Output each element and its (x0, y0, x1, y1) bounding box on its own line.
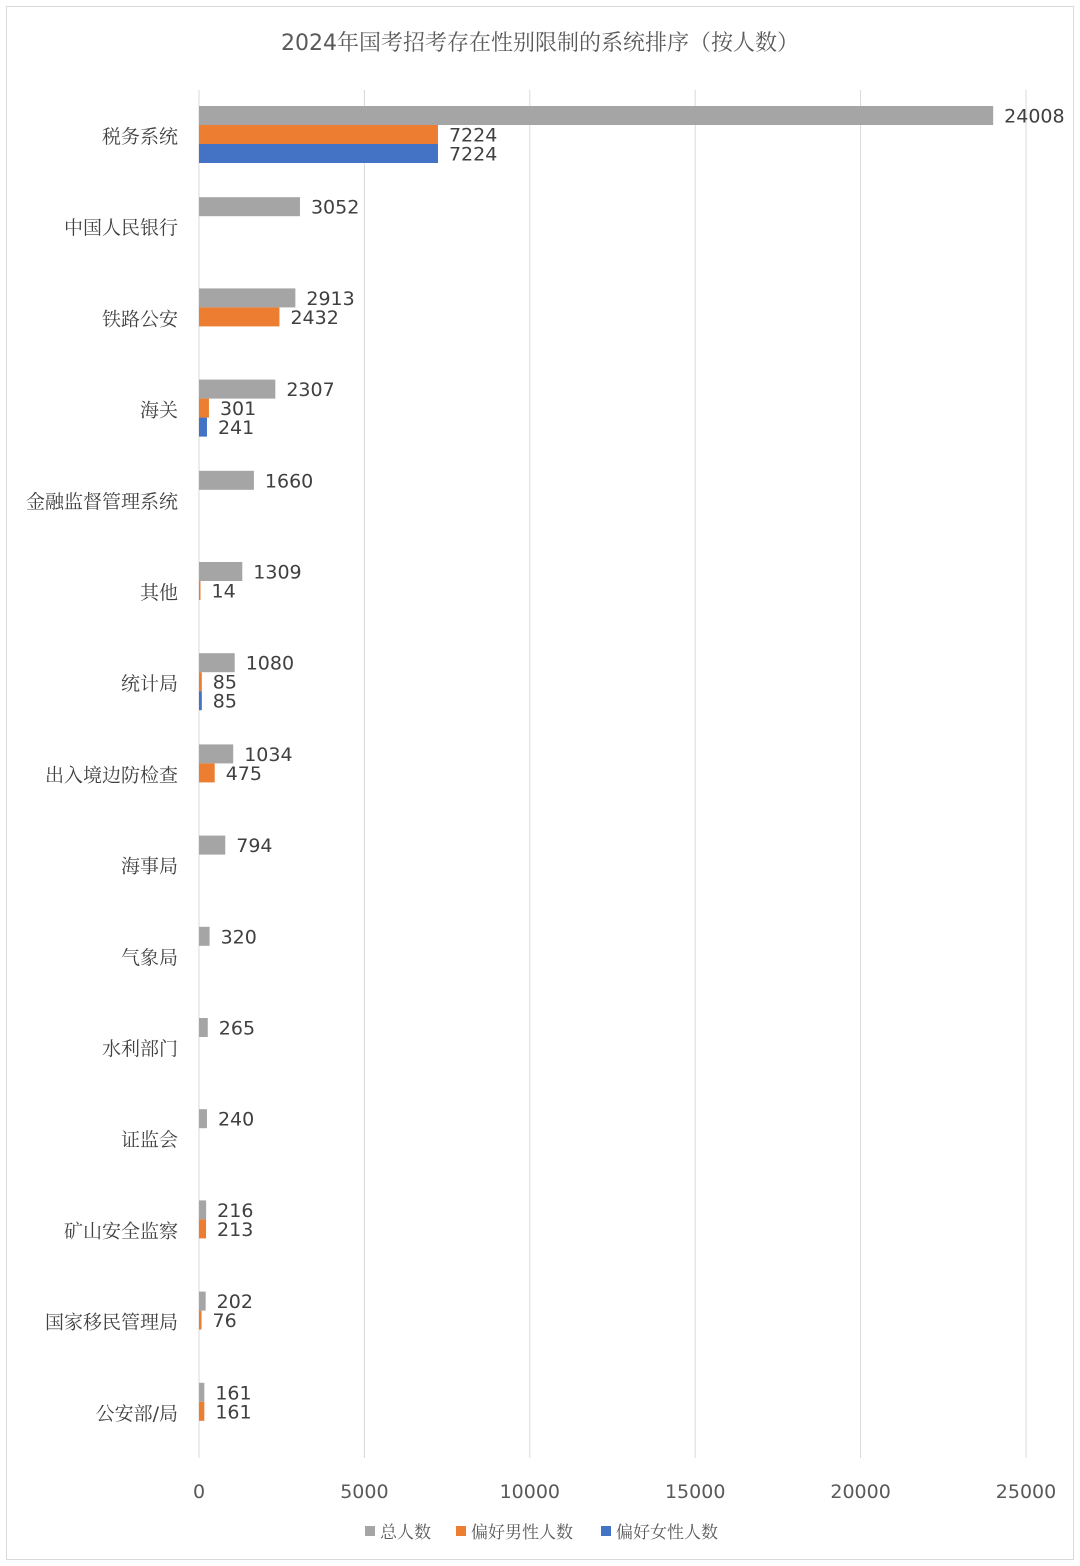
bar (199, 418, 207, 437)
category-label: 其他 (139, 582, 178, 604)
value-label: 85 (212, 671, 237, 694)
category-label: 公安部/局 (95, 1402, 178, 1425)
bar (199, 763, 215, 782)
bar (199, 1109, 207, 1128)
value-label: 1034 (244, 743, 293, 766)
value-label: 475 (225, 762, 262, 785)
bar (199, 744, 233, 763)
x-tick-label: 5000 (340, 1481, 389, 1503)
category-label: 统计局 (120, 673, 178, 696)
bar (199, 125, 438, 144)
value-label: 1309 (253, 561, 302, 584)
bar (199, 106, 993, 125)
category-label: 气象局 (120, 946, 178, 969)
value-label: 2307 (286, 379, 335, 402)
value-label: 24008 (1004, 105, 1065, 128)
value-label: 1080 (245, 652, 295, 675)
x-tick-label: 20000 (830, 1481, 891, 1503)
bar (199, 691, 202, 710)
category-label: 出入境边防检查 (44, 764, 178, 787)
value-label: 85 (212, 690, 237, 713)
value-label: 202 (216, 1291, 253, 1314)
category-label: 税务系统 (101, 126, 178, 148)
value-label: 1660 (264, 470, 314, 493)
chart-title: 2024年国考招考存在性别限制的系统排序（按人数） (281, 31, 799, 56)
x-tick-label: 15000 (664, 1481, 726, 1503)
category-label: 水利部门 (101, 1038, 178, 1060)
legend-label: 偏好男性人数 (471, 1523, 573, 1543)
bar (199, 562, 242, 581)
bar (199, 1018, 208, 1037)
x-tick-label: 10000 (499, 1481, 561, 1503)
value-label: 265 (218, 1017, 256, 1040)
value-labels (212, 106, 1065, 1424)
bar (199, 380, 275, 399)
category-labels (26, 126, 178, 1425)
category-label: 海关 (139, 399, 178, 422)
x-axis-ticks (193, 1481, 1056, 1503)
category-label: 中国人民银行 (63, 217, 178, 240)
legend (365, 1523, 718, 1543)
value-label: 161 (215, 1382, 252, 1405)
value-label: 301 (219, 398, 257, 421)
bar (199, 653, 235, 672)
bar (199, 471, 254, 490)
category-label: 证监会 (120, 1129, 178, 1152)
x-tick-label: 0 (192, 1481, 206, 1503)
value-label: 240 (217, 1108, 255, 1131)
bar (199, 1219, 206, 1238)
value-label: 320 (220, 926, 257, 949)
bar (199, 399, 209, 418)
legend-swatch (601, 1526, 611, 1536)
value-label: 794 (236, 835, 273, 858)
bar (199, 1311, 202, 1330)
bar (199, 144, 438, 163)
bar (199, 288, 295, 307)
category-label: 金融监督管理系统 (25, 490, 178, 513)
bar (199, 1200, 206, 1219)
bar (199, 1402, 204, 1421)
value-label: 213 (217, 1218, 254, 1241)
category-label: 国家移民管理局 (44, 1311, 178, 1334)
bar (199, 927, 210, 946)
bar (199, 1292, 206, 1311)
value-label: 14 (211, 580, 236, 603)
legend-label: 偏好女性人数 (616, 1523, 718, 1543)
legend-label: 总人数 (380, 1523, 431, 1543)
bar (199, 1383, 204, 1402)
legend-swatch (456, 1526, 466, 1536)
value-label: 2913 (306, 287, 355, 310)
value-label: 3052 (310, 196, 360, 219)
category-label: 海事局 (120, 855, 178, 878)
bar (199, 672, 202, 691)
legend-swatch (365, 1526, 375, 1536)
bar (199, 836, 225, 855)
value-label: 7224 (448, 124, 498, 147)
bar (199, 581, 201, 600)
value-label: 7224 (448, 143, 498, 166)
category-label: 矿山安全监察 (63, 1220, 178, 1243)
value-label: 216 (217, 1199, 254, 1222)
value-label: 76 (212, 1310, 237, 1333)
category-label: 铁路公安 (101, 308, 178, 331)
x-tick-label: 25000 (995, 1481, 1057, 1503)
bar (199, 197, 300, 216)
value-label: 2432 (290, 306, 339, 329)
value-label: 241 (217, 417, 255, 440)
bar (199, 307, 279, 326)
value-label: 161 (215, 1401, 252, 1424)
